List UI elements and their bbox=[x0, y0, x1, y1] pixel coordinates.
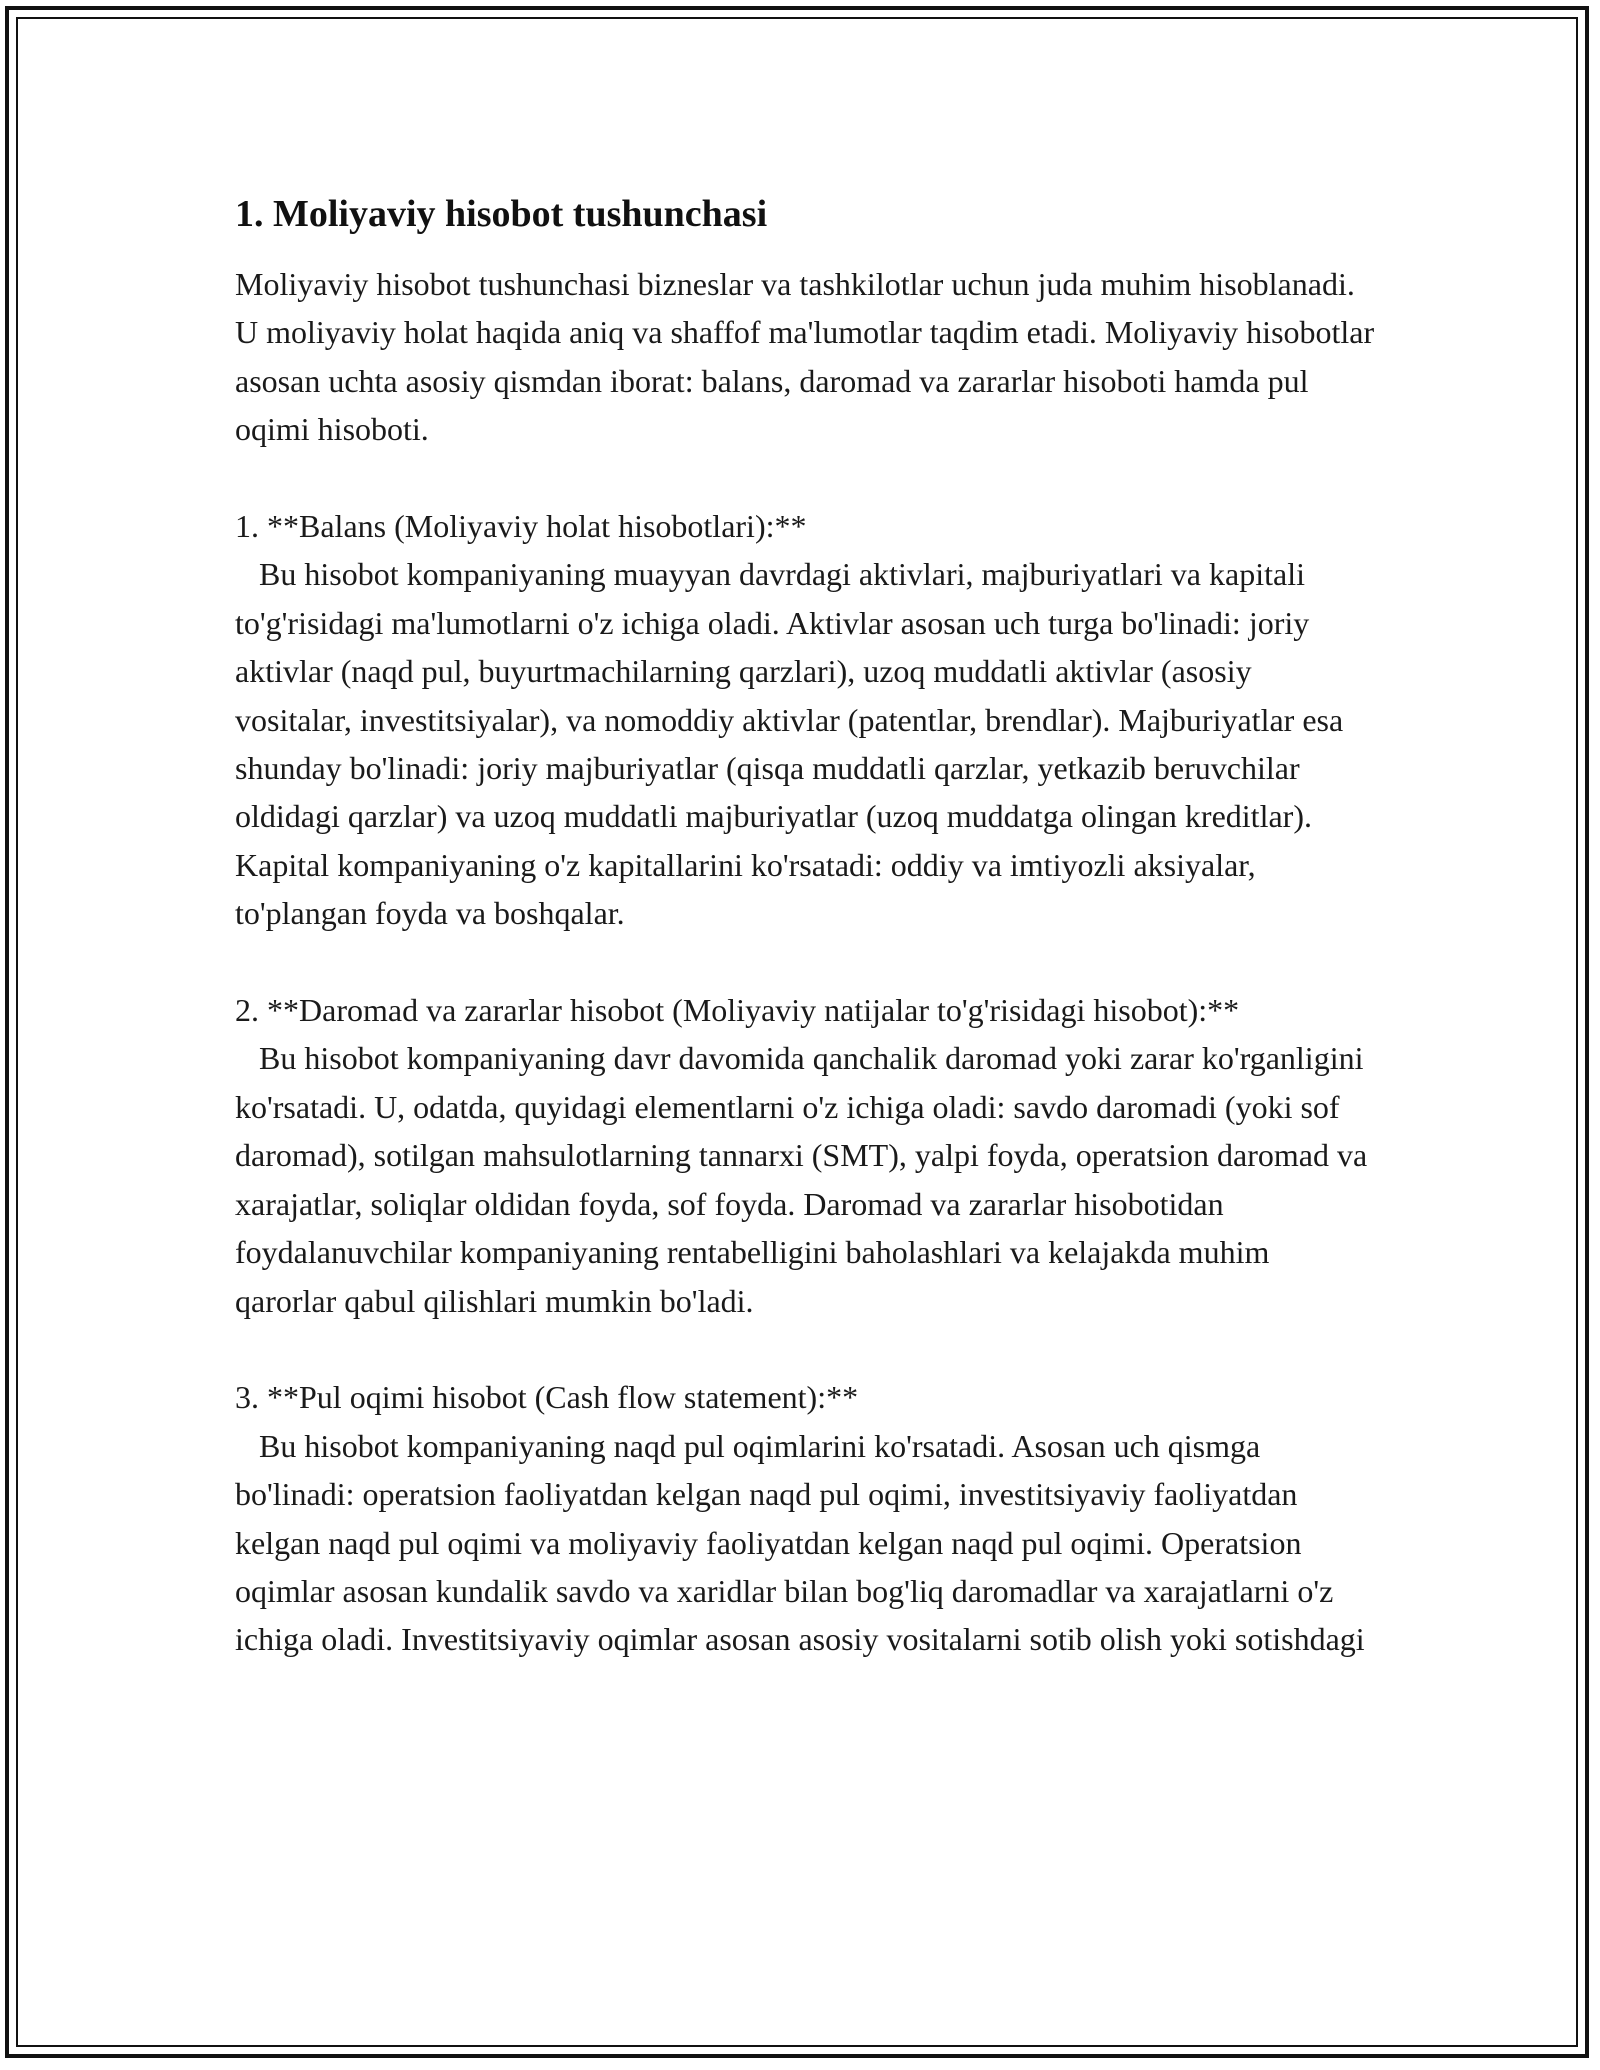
document-body bbox=[235, 186, 1383, 1664]
section-body: Bu hisobot kompaniyaning muayyan davrdagi aktivlari, majburiyatlari va kapitali to'g'risidagi ma'lumotlarni o'z ichiga oladi. Aktivlar asosan uch turga bo'linadi: joriy aktivlar (naqd pul, buyurtmachilarning qarzlari), uzoq muddatli aktivlar (asosiy vositalar, investitsiyalar), va nomoddiy aktivlar (patentlar, brendlar). Majburiyatlar esa shunday bo'linadi: joriy majburiyatlar (qisqa muddatli qarzlar, yetkazib beruvchilar oldidagi qarzlar) va uzoq muddatli majburiyatlar (uzoq muddatga olingan kreditlar). Kapital kompaniyaning o'z kapitallarini ko'rsatadi: oddiy va imtiyozli aksiyalar, to'plangan foyda va boshqalar. bbox=[235, 556, 1352, 932]
intro-paragraph: Moliyaviy hisobot tushunchasi bizneslar va tashkilotlar uchun juda muhim hisoblanadi. U moliyaviy holat haqida aniq va shaffof ma'lumotlar taqdim etadi. Moliyaviy hisobotlar asosan uchta asosiy qismdan iborat: balans, daromad va zararlar hisoboti hamda pul oqimi hisoboti. bbox=[235, 266, 1383, 448]
section-income-statement bbox=[235, 986, 1375, 1325]
section-heading: 1. **Balans (Moliyaviy holat hisobotlari):** bbox=[235, 508, 807, 545]
section-body: Bu hisobot kompaniyaning naqd pul oqimlarini ko'rsatadi. Asosan uch qismga bo'linadi: operatsion faoliyatdan kelgan naqd pul oqimi, investitsiyaviy faoliyatdan kelgan naqd pul oqimi va moliyaviy faoliyatdan kelgan naqd pul oqimi. Operatsion oqimlar asosan kundalik savdo va xaridlar bilan bog'liq daromadlar va xarajatlarni o'z ichiga oladi. Investitsiyaviy oqimlar asosan asosiy vositalarni sotib olish yoki sotishdagi bbox=[235, 1427, 1365, 1658]
section-body: Bu hisobot kompaniyaning davr davomida qanchalik daromad yoki zarar ko'rganligini ko'rsatadi. U, odatda, quyidagi elementlarni o'z ichiga oladi: savdo daromadi (yoki sof daromad), sotilgan mahsulotlarning tannarxi (SMT), yalpi foyda, operatsion daromad va xarajatlar, soliqlar oldidan foyda, sof foyda. Daromad va zararlar hisobotidan foydalanuvchilar kompaniyaning rentabelligini baholashlari va kelajakda muhim qarorlar qabul qilishlari mumkin bo'ladi. bbox=[235, 1040, 1376, 1319]
section-balance bbox=[235, 502, 1375, 938]
section-heading: 3. **Pul oqimi hisobot (Cash flow statement):** bbox=[235, 1379, 859, 1416]
document-title: 1. Moliyaviy hisobot tushunchasi bbox=[235, 193, 768, 235]
section-heading: 2. **Daromad va zararlar hisobot (Moliyaviy natijalar to'g'risidagi hisobot):** bbox=[235, 992, 1240, 1029]
section-cash-flow bbox=[235, 1373, 1375, 1663]
